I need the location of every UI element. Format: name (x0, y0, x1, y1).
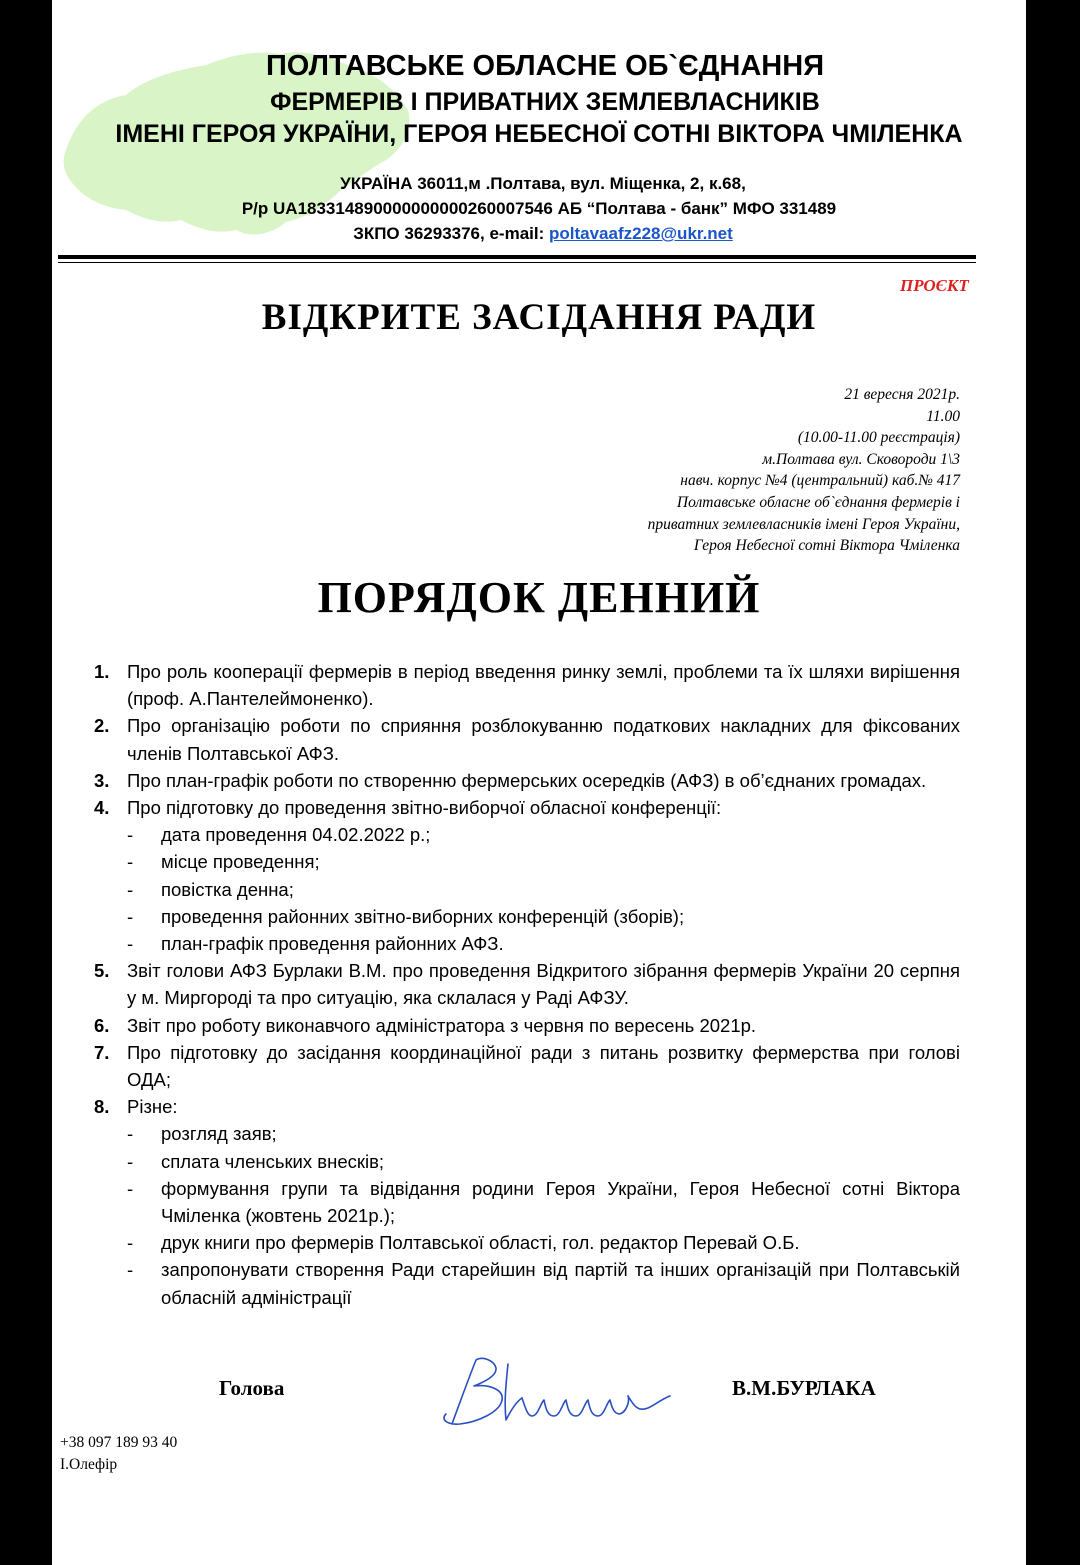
agenda-item-text: Про організацію роботи по сприяння розблокуванню податкових накладних для фіксованих членів Полтавської АФЗ. (127, 715, 960, 764)
header-divider-thick (58, 255, 976, 259)
handwritten-signature (412, 1350, 672, 1430)
agenda-item (52, 957, 960, 1011)
agenda-item-number: 4. (94, 797, 110, 819)
agenda-item (52, 658, 960, 712)
agenda-item-number: 8. (94, 1096, 110, 1118)
document-page (52, 0, 1026, 1565)
agenda-title: ПОРЯДОК ДЕННИЙ (317, 573, 761, 622)
dash-bullet: - (127, 878, 134, 900)
org-name-line-3: ІМЕНІ ГЕРОЯ УКРАЇНИ, ГЕРОЯ НЕБЕСНОЇ СОТНІ ВІКТОРА ЧМІЛЕНКА (115, 120, 963, 148)
email-link[interactable]: poltavaafz228@ukr.net (548, 224, 733, 243)
agenda-item-number: 3. (94, 769, 110, 791)
org-code-email (52, 224, 1026, 244)
meeting-host-line-3: Героя Небесної сотні Віктора Чміленка (693, 537, 960, 555)
agenda-subitem (52, 903, 960, 930)
agenda-item-number: 6. (94, 1014, 110, 1036)
meeting-registration: (10.00-11.00 реєстрація) (797, 429, 960, 447)
agenda-subitem-text: план-графік проведення районних АФЗ. (161, 933, 504, 955)
meeting-time: 11.00 (926, 407, 960, 425)
agenda-subitem (52, 1229, 960, 1256)
meeting-room: навч. корпус №4 (центральний) каб.№ 417 (680, 472, 960, 490)
meeting-address: м.Полтава вул. Сковороди 1\3 (762, 450, 960, 468)
agenda-item-number: 2. (94, 715, 110, 737)
agenda-item (52, 1039, 960, 1093)
agenda-subitem (52, 930, 960, 957)
agenda-item (52, 767, 960, 794)
agenda-subitem-text: розгляд заяв; (161, 1123, 277, 1145)
signer-name: В.М.БУРЛАКА (732, 1376, 876, 1400)
agenda-item-number: 1. (94, 661, 110, 682)
dash-bullet: - (127, 1232, 134, 1254)
agenda-subitem (52, 1175, 960, 1229)
agenda-item-number: 7. (94, 1041, 110, 1063)
agenda-item-number: 5. (94, 960, 110, 982)
meeting-host-line-2: приватних землевласників імені Героя України, (647, 515, 960, 533)
agenda-item-text: Звіт голови АФЗ Бурлаки В.М. про проведення Відкритого зібрання фермерів України 20 серпня у м. Миргороді та про ситуацію, яка склалася у Раді АФЗУ. (127, 960, 960, 1009)
document-title: ВІДКРИТЕ ЗАСІДАННЯ РАДИ (261, 297, 817, 338)
agenda-subitem-text: повістка денна; (161, 878, 294, 900)
agenda-item-text: Про план-графік роботи по створенню фермерських осередків (АФЗ) в об’єднаних громадах. (127, 769, 927, 791)
agenda-subitem (52, 821, 960, 848)
org-address: УКРАЇНА 36011,м .Полтава, вул. Міщенка, 2, к.68, (340, 174, 746, 193)
meeting-host-line-1: Полтавське обласне об`єднання фермерів і (676, 493, 960, 511)
agenda-subitem-text: формування групи та відвідання родини Героя України, Героя Небесної сотні Віктора Чміленка (жовтень 2021р.); (161, 1177, 960, 1227)
footer-phone: +38 097 189 93 40 (60, 1434, 178, 1451)
agenda-subitem (52, 1256, 960, 1310)
agenda-subitem (52, 1148, 960, 1175)
signer-role: Голова (219, 1376, 285, 1400)
dash-bullet: - (127, 1259, 134, 1281)
agenda-list (52, 658, 1026, 1311)
agenda-item-text: Про роль кооперації фермерів в період введення ринку землі, проблеми та їх шляхи вирішення (проф. А.Пантелеймоненко). (127, 661, 960, 710)
agenda-subitem-text: друк книги про фермерів Полтавської області, гол. редактор Перевай О.Б. (161, 1232, 800, 1254)
org-name-line-2: ФЕРМЕРІВ І ПРИВАТНИХ ЗЕМЛЕВЛАСНИКІВ (270, 88, 820, 116)
agenda-item (52, 1012, 960, 1039)
footer-author: І.Олефір (60, 1456, 118, 1473)
org-bank-details: Р/р UA183314890000000000260007546 АБ “Полтава - банк” МФО 331489 (241, 199, 837, 218)
agenda-subitem-text: місце проведення; (161, 851, 320, 873)
dash-bullet: - (127, 905, 134, 927)
dash-bullet: - (127, 1177, 134, 1199)
draft-mark: ПРОЄКТ (900, 276, 969, 295)
agenda-subitem-text: проведення районних звітно-виборних конференцій (зборів); (161, 905, 685, 927)
agenda-item-text: Про підготовку до проведення звітно-виборчої обласної конференції: (127, 797, 722, 819)
dash-bullet: - (127, 851, 134, 873)
agenda-subitem-text: дата проведення 04.02.2022 р.; (161, 824, 431, 846)
dash-bullet: - (127, 1123, 134, 1145)
dash-bullet: - (127, 824, 134, 846)
dash-bullet: - (127, 1150, 134, 1172)
agenda-subitem-text: запропонувати створення Ради старейшин від партій та інших організацій при Полтавській обласній адміністрації (161, 1259, 960, 1308)
agenda-item (52, 1093, 960, 1120)
agenda-subitem (52, 848, 960, 875)
agenda-subitem (52, 1120, 960, 1147)
agenda-subitem-text: сплата членських внесків; (161, 1150, 385, 1172)
agenda-item (52, 712, 960, 766)
agenda-item (52, 794, 960, 821)
agenda-item-text: Про підготовку до засідання координаційної ради з питань розвитку фермерства при голові ОДА; (127, 1041, 960, 1091)
agenda-item-text: Звіт про роботу виконавчого адміністратора з червня по вересень 2021р. (127, 1014, 757, 1036)
agenda-item-text: Різне: (127, 1096, 178, 1118)
header-divider-thin (58, 262, 976, 263)
org-name-line-1: ПОЛТАВСЬКЕ ОБЛАСНЕ ОБ`ЄДНАННЯ (265, 50, 825, 82)
org-code: ЗКПО 36293376, e-mail: (353, 224, 549, 243)
agenda-subitem (52, 876, 960, 903)
meeting-info (648, 384, 960, 557)
dash-bullet: - (127, 933, 134, 955)
meeting-date: 21 вересня 2021р. (844, 386, 960, 403)
